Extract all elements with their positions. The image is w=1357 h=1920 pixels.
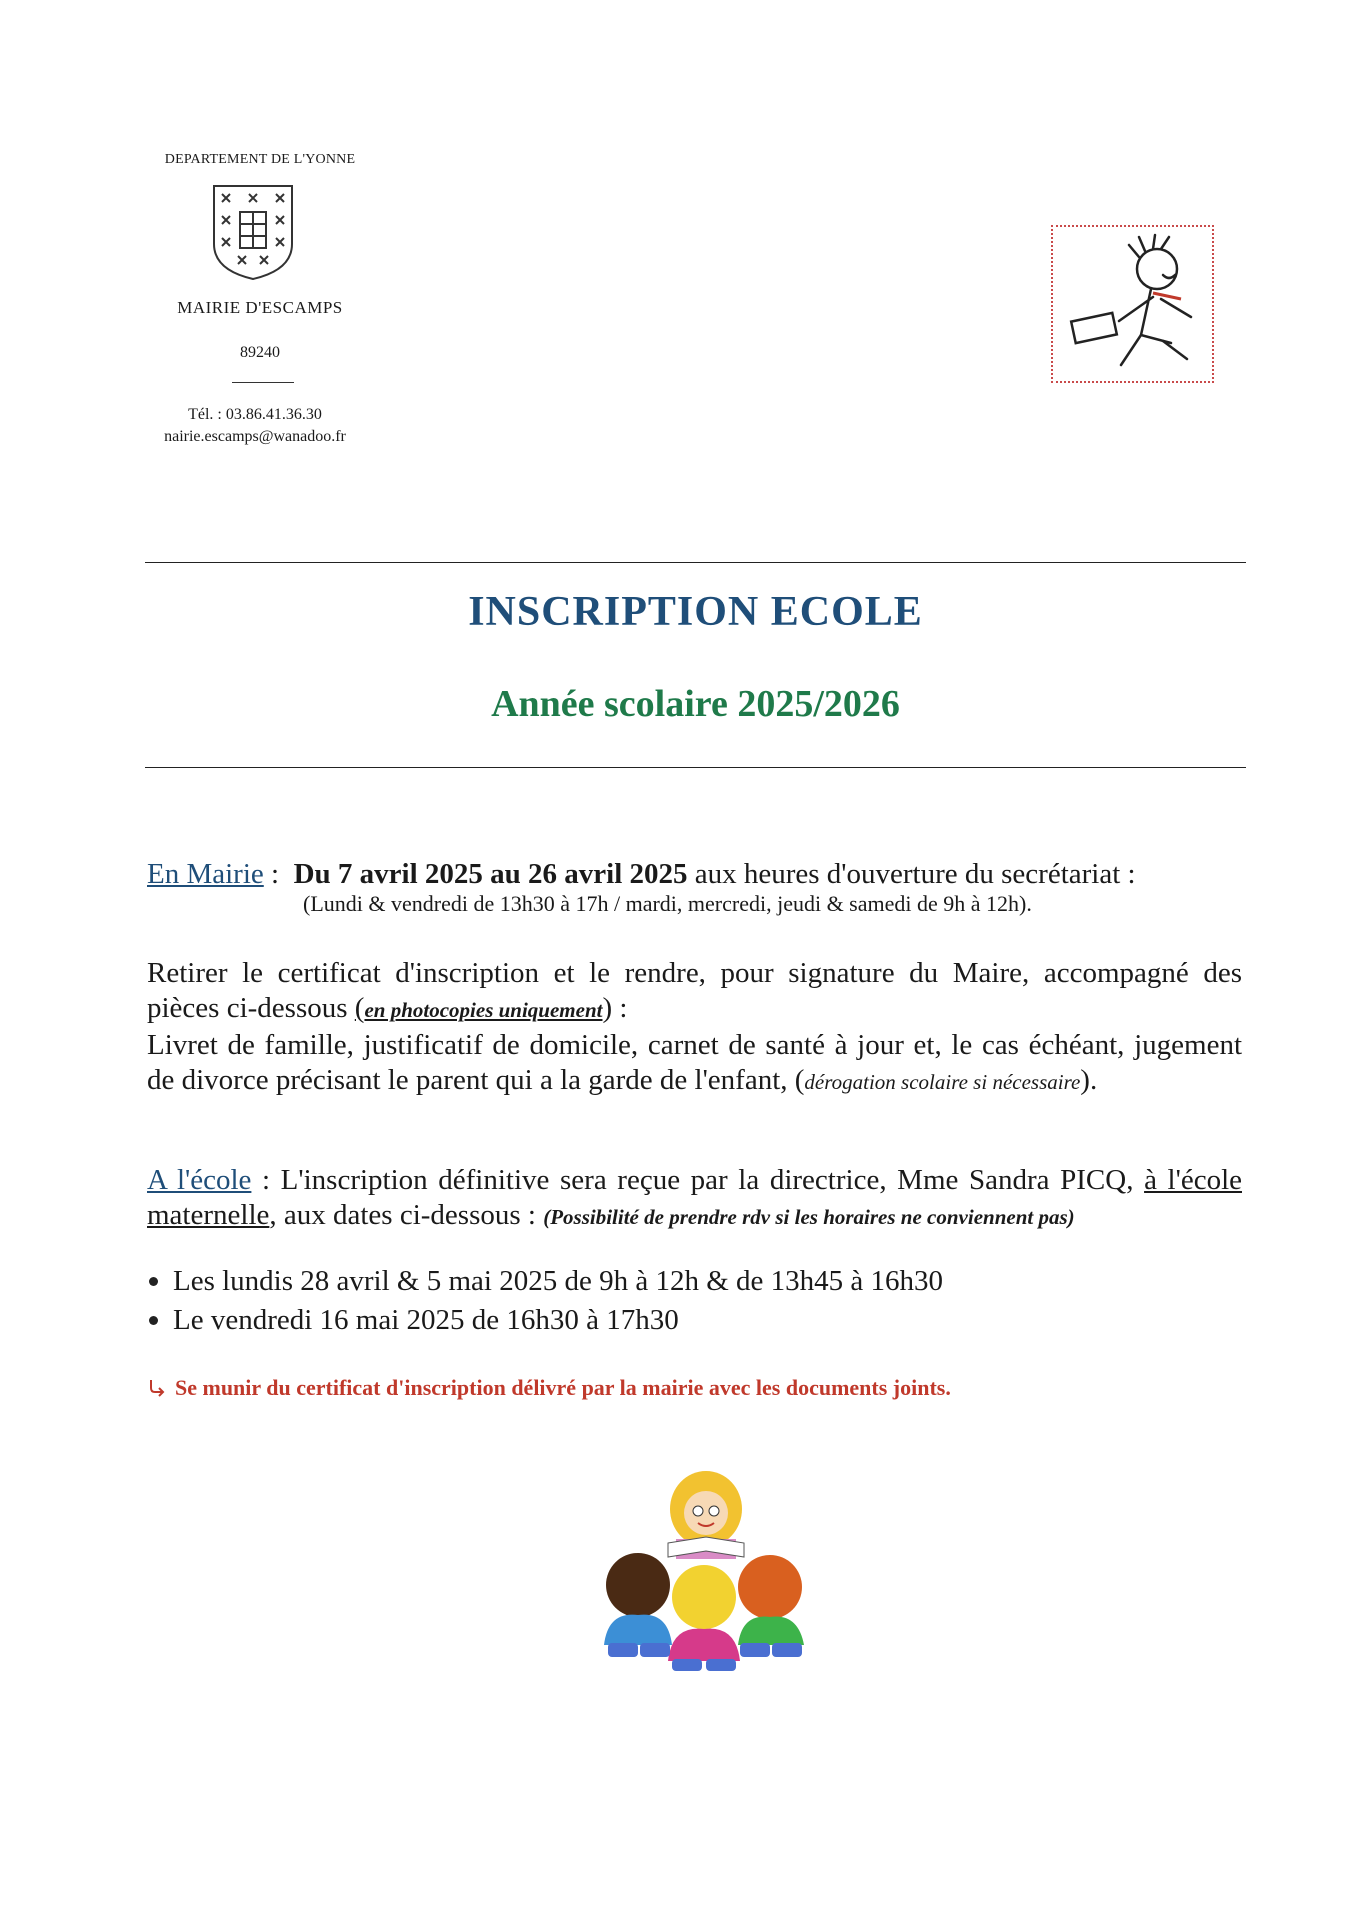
department-label: DEPARTEMENT DE L'YONNE [164,152,356,167]
ecole-line-2-text: , aux dates ci-dessous : [269,1199,544,1231]
ecole-line-1 [147,1163,1242,1198]
certificate-line-2-text: pièces ci-dessous [147,992,355,1024]
mairie-label: En Mairie [147,858,264,890]
page-title: INSCRIPTION ECOLE [468,589,923,635]
mairie-name: MAIRIE D'ESCAMPS [177,298,343,317]
certificate-line-1: Retirer le certificat d'inscription et le rendre, pour signature du Maire, accompagné des [147,957,1242,989]
photocopies-only: en photocopies uniquement [364,998,603,1022]
title-top-rule [145,562,1246,563]
dates-list [147,1262,1147,1340]
certificate-line-2 [147,991,1242,1028]
petit-nicolas-logo [1051,225,1214,383]
opening-hours: (Lundi & vendredi de 13h30 à 17h / mardi, mercredi, jeudi & samedi de 9h à 12h). [303,891,1032,916]
ecole-maternelle-link-1: à l'école [1144,1164,1242,1196]
title-bottom-rule [145,767,1246,768]
registration-dates: Du 7 avril 2025 au 26 avril 2025 [293,858,688,890]
school-year: Année scolaire 2025/2026 [491,683,900,725]
certificate-line-3: Livret de famille, justificatif de domicile, carnet de santé à jour et, le cas échéant, jugement [147,1029,1242,1061]
children-reading-illustration [598,1465,820,1675]
postcode-divider [232,382,294,383]
photocopies-open-paren: ( [354,992,365,1024]
notice-text: Se munir du certificat d'inscription délivré par la mairie avec les documents joints. [175,1375,951,1400]
derogation-note: dérogation scolaire si nécessaire [804,1070,1081,1094]
notice [147,1375,1147,1401]
ecole-line-2 [147,1198,1242,1235]
ecole-label-colon: : [251,1164,271,1196]
ecole-maternelle-link-2: maternelle [147,1199,270,1231]
list-item: Les lundis 28 avril & 5 mai 2025 de 9h à 12h & de 13h45 à 16h30 [147,1262,1147,1301]
mairie-label-colon: : [263,858,280,890]
appointment-note: (Possibilité de prendre rdv si les horaires ne conviennent pas) [543,1205,1075,1229]
email-address: nairie.escamps@wanadoo.fr [164,428,346,445]
boy-drawing [1053,227,1212,381]
certificate-line-4 [147,1063,1242,1100]
certificate-paragraph [147,956,1242,1100]
postcode: 89240 [240,344,280,361]
ecole-label: A l'école [147,1164,252,1196]
certificate-line-4-text: de divorce précisant le parent qui a la garde de l'enfant, ( [147,1064,805,1096]
photocopies-close: ) : [602,992,628,1024]
contact-block [130,404,380,448]
phone-number: Tél. : 03.86.41.36.30 [188,406,322,423]
ecole-line-1-text: L'inscription définitive sera reçue par la directrice, Mme Sandra PICQ, [270,1164,1145,1196]
arrow-hook-icon [147,1378,167,1398]
certificate-line-4-end: ). [1080,1064,1098,1096]
list-item: Le vendredi 16 mai 2025 de 16h30 à 17h30 [147,1301,1147,1340]
mairie-section [147,857,1242,892]
ecole-section [147,1163,1242,1235]
crest-icon [210,182,296,282]
registration-dates-suffix: aux heures d'ouverture du secrétariat : [687,858,1136,890]
